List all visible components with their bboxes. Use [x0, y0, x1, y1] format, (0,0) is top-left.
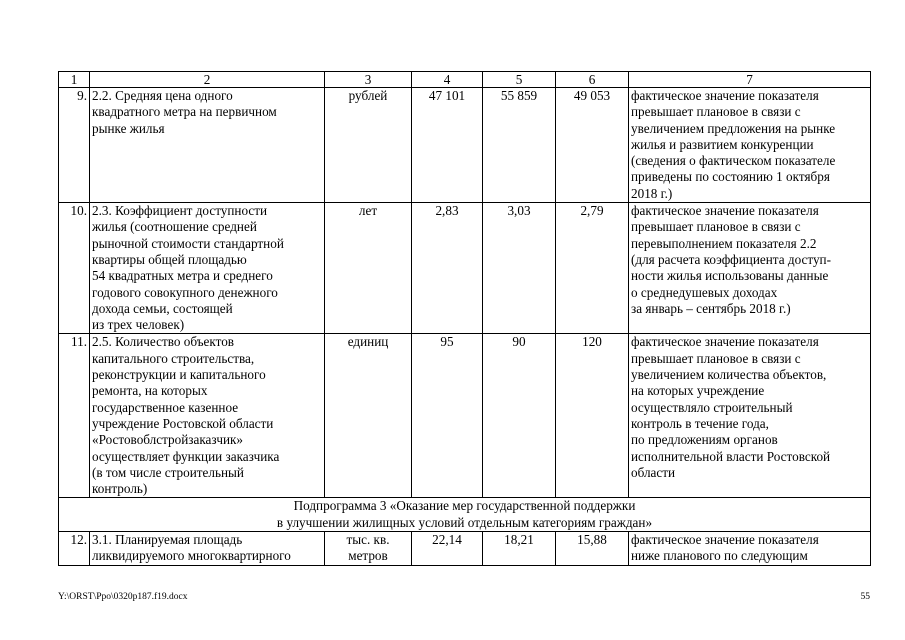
- value-col5: 18,21: [483, 532, 556, 566]
- text-line: рублей: [348, 88, 388, 103]
- text-line: реконструкции и капитального: [92, 367, 266, 383]
- text-line: увеличением количества объектов,: [631, 367, 827, 383]
- file-path-footer: Y:\ORST\Ppo\0320p187.f19.docx: [58, 592, 188, 602]
- column-number: 2: [90, 72, 325, 88]
- text-line: в улучшении жилищных условий отдельным категориям граждан»: [276, 514, 653, 530]
- text-line: государственное казенное: [92, 399, 239, 415]
- column-number: 5: [483, 72, 556, 88]
- indicator-name: [90, 88, 325, 203]
- text-line: (для расчета коэффициента доступ-: [631, 251, 832, 267]
- column-number: 4: [412, 72, 483, 88]
- table-row: [59, 88, 871, 203]
- text-line: фактическое значение показателя: [631, 334, 819, 350]
- text-line: области: [631, 464, 676, 480]
- value-col4: 95: [412, 334, 483, 498]
- text-line: приведены по состоянию 1 октября: [631, 169, 830, 185]
- text-line: 2.2. Средняя цена одного: [92, 88, 233, 103]
- table-row: [59, 203, 871, 334]
- text-line: единиц: [347, 334, 389, 350]
- indicator-name: [90, 334, 325, 498]
- text-line: фактическое значение показателя: [631, 203, 819, 219]
- column-number: 7: [629, 72, 871, 88]
- text-line: превышает плановое в связи с: [631, 104, 801, 120]
- text-line: 2.5. Количество объектов: [92, 334, 235, 350]
- unit: [325, 203, 412, 334]
- text-line: (сведения о фактическом показателе: [631, 153, 836, 169]
- value-col6: 120: [556, 334, 629, 498]
- column-number: 6: [556, 72, 629, 88]
- text-line: капитального строительства,: [92, 350, 255, 366]
- text-line: квадратного метра на первичном: [92, 104, 277, 120]
- text-line: 2.3. Коэффициент доступности: [92, 203, 268, 219]
- text-line: превышает плановое в связи с: [631, 219, 801, 235]
- value-col6: 2,79: [556, 203, 629, 334]
- text-line: метров: [348, 548, 388, 564]
- row-number: 9.: [59, 88, 90, 203]
- value-col5: 55 859: [483, 88, 556, 203]
- subprogram-title: [59, 498, 871, 532]
- text-line: по предложениям органов: [631, 432, 778, 448]
- text-line: жилья (соотношение средней: [92, 219, 257, 235]
- text-line: контроль): [92, 481, 148, 497]
- value-col6: 49 053: [556, 88, 629, 203]
- text-line: жилья и развитием конкуренции: [631, 136, 814, 152]
- text-line: превышает плановое в связи с: [631, 350, 801, 366]
- text-line: квартиры общей площадью: [92, 251, 247, 267]
- text-line: годового совокупного денежного: [92, 284, 278, 300]
- indicator-name: [90, 203, 325, 334]
- column-number: 1: [59, 72, 90, 88]
- explanation: [629, 88, 871, 203]
- text-line: 3.1. Планируемая площадь: [92, 532, 243, 548]
- text-line: ремонта, на которых: [92, 383, 208, 399]
- text-line: ниже планового по следующим: [631, 548, 808, 564]
- text-line: за январь – сентябрь 2018 г.): [631, 300, 791, 316]
- explanation: [629, 203, 871, 334]
- unit: [325, 334, 412, 498]
- text-line: на которых учреждение: [631, 383, 765, 399]
- text-line: фактическое значение показателя: [631, 532, 819, 548]
- column-number: 3: [325, 72, 412, 88]
- text-line: «Ростовоблстройзаказчик»: [92, 432, 244, 448]
- column-numbers-row: [59, 72, 871, 88]
- text-line: 54 квадратных метра и среднего: [92, 268, 273, 284]
- indicators-table: [58, 71, 871, 566]
- unit: [325, 88, 412, 203]
- text-line: рынке жилья: [92, 120, 165, 136]
- text-line: (в том числе строительный: [92, 464, 244, 480]
- text-line: учреждение Ростовской области: [92, 415, 274, 431]
- text-line: ликвидируемого многоквартирного: [92, 548, 291, 564]
- text-line: о среднедушевых доходах: [631, 284, 778, 300]
- text-line: дохода семьи, состоящей: [92, 300, 233, 316]
- explanation: [629, 334, 871, 498]
- text-line: ности жилья использованы данные: [631, 268, 829, 284]
- row-number: 11.: [59, 334, 90, 498]
- value-col4: 2,83: [412, 203, 483, 334]
- subprogram-row: [59, 498, 871, 532]
- text-line: из трех человек): [92, 317, 185, 333]
- text-line: осуществляло строительный: [631, 399, 793, 415]
- text-line: тыс. кв.: [346, 532, 390, 548]
- text-line: 2018 г.): [631, 185, 673, 201]
- value-col4: 47 101: [412, 88, 483, 203]
- text-line: фактическое значение показателя: [631, 88, 819, 103]
- value-col5: 90: [483, 334, 556, 498]
- table-row: [59, 334, 871, 498]
- text-line: перевыполнением показателя 2.2: [631, 235, 817, 251]
- text-line: осуществляет функции заказчика: [92, 448, 280, 464]
- text-line: исполнительной власти Ростовской: [631, 448, 831, 464]
- text-line: лет: [358, 203, 378, 219]
- text-line: увеличением предложения на рынке: [631, 120, 836, 136]
- value-col4: 22,14: [412, 532, 483, 566]
- row-number: 10.: [59, 203, 90, 334]
- table-row: [59, 532, 871, 566]
- value-col6: 15,88: [556, 532, 629, 566]
- text-line: Подпрограмма 3 «Оказание мер государственной поддержки: [293, 498, 636, 514]
- indicator-name: [90, 532, 325, 566]
- page-number: 55: [860, 592, 870, 602]
- row-number: 12.: [59, 532, 90, 566]
- unit: [325, 532, 412, 566]
- explanation: [629, 532, 871, 566]
- text-line: рыночной стоимости стандартной: [92, 235, 284, 251]
- text-line: контроль в течение года,: [631, 415, 769, 431]
- value-col5: 3,03: [483, 203, 556, 334]
